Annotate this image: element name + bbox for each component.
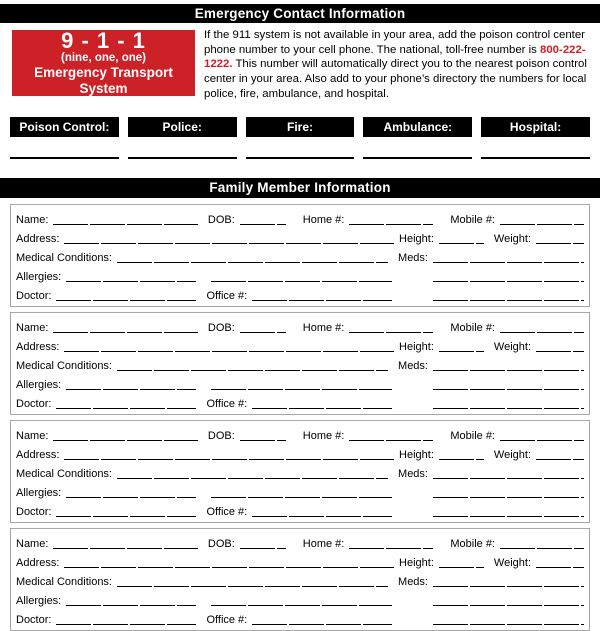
mobile-number-label: Mobile #:	[450, 537, 495, 550]
dob-label: DOB:	[207, 429, 235, 442]
allergies-continuation-line	[211, 271, 392, 283]
address-label: Address:	[16, 340, 60, 353]
address-row	[16, 228, 584, 247]
home-number-label: Home #:	[302, 213, 345, 226]
dob-label: DOB:	[207, 213, 235, 226]
medical-conditions-row	[16, 571, 584, 590]
emergency-contact-labels-row	[10, 117, 590, 137]
allergies-label: Allergies:	[16, 270, 62, 283]
info-text-after: This number will automatically direct you to the nearest poison control center in your area. Also add to your phone’s directory the numbers for local police, fire, ambulance, and hospital.	[204, 58, 587, 100]
weight-label: Weight:	[493, 556, 531, 569]
address-row	[16, 552, 584, 571]
home-number-label: Home #:	[302, 429, 345, 442]
weight-blank-line	[536, 233, 584, 245]
medical-conditions-blank-line	[117, 468, 388, 480]
height-label: Height:	[399, 448, 434, 461]
office-number-blank-line	[252, 506, 392, 518]
medical-conditions-row	[16, 247, 584, 266]
hospital-blank-line	[481, 157, 590, 159]
medical-conditions-label: Medical Conditions:	[16, 359, 112, 372]
police-blank-line	[128, 157, 237, 159]
family-member-header: Family Member Information	[0, 178, 600, 198]
name-blank-line	[53, 322, 197, 334]
contact-label-fire: Fire:	[246, 117, 355, 137]
poison-control-phone-number: 800-222-1222.	[204, 43, 586, 71]
weight-blank-line	[536, 341, 584, 353]
allergies-row	[16, 590, 584, 609]
name-blank-line	[53, 214, 197, 226]
emergency-contact-header: Emergency Contact Information	[0, 4, 600, 23]
name-label: Name:	[16, 213, 49, 226]
height-blank-line	[439, 557, 484, 569]
medical-conditions-label: Medical Conditions:	[16, 467, 112, 480]
medical-conditions-blank-line	[117, 576, 388, 588]
meds-continuation-line	[433, 595, 584, 607]
emergency-info-section	[12, 30, 595, 102]
doctor-row	[16, 501, 584, 520]
family-member-card	[10, 204, 590, 307]
office-number-label: Office #:	[206, 397, 248, 410]
home-number-label: Home #:	[302, 537, 345, 550]
info-text-before: If the 911 system is not available in your area, add the poison control center phone number to your cell phone. The national, toll-free number is	[204, 29, 585, 56]
medical-conditions-row	[16, 463, 584, 482]
dob-label: DOB:	[207, 537, 235, 550]
allergies-blank-line	[66, 271, 196, 283]
mobile-number-blank-line	[500, 430, 584, 442]
name-row	[16, 425, 584, 444]
dob-blank-line	[240, 214, 286, 226]
home-number-blank-line	[349, 430, 433, 442]
name-blank-line	[53, 538, 197, 550]
name-label: Name:	[16, 321, 49, 334]
allergies-label: Allergies:	[16, 378, 62, 391]
doctor-blank-line	[56, 506, 196, 518]
meds-continuation-line	[433, 487, 584, 499]
family-member-card	[10, 420, 590, 523]
office-number-label: Office #:	[206, 289, 248, 302]
meds-label: Meds:	[398, 251, 428, 264]
fire-blank-line	[246, 157, 355, 159]
doctor-row	[16, 285, 584, 304]
meds-continuation-line-2	[433, 290, 584, 302]
doctor-label: Doctor:	[16, 505, 52, 518]
allergies-row	[16, 482, 584, 501]
weight-blank-line	[536, 557, 584, 569]
meds-continuation-line-2	[433, 398, 584, 410]
medical-conditions-blank-line	[117, 252, 388, 264]
doctor-blank-line	[56, 614, 196, 626]
allergies-blank-line	[66, 487, 196, 499]
address-blank-line	[64, 449, 394, 461]
meds-continuation-line-2	[433, 614, 584, 626]
meds-continuation-line	[433, 379, 584, 391]
mobile-number-label: Mobile #:	[450, 321, 495, 334]
dob-label: DOB:	[207, 321, 235, 334]
meds-label: Meds:	[398, 467, 428, 480]
mobile-number-blank-line	[500, 538, 584, 550]
family-member-card	[10, 528, 590, 631]
allergies-continuation-line	[211, 379, 392, 391]
height-blank-line	[439, 449, 484, 461]
address-blank-line	[64, 233, 394, 245]
height-label: Height:	[399, 232, 434, 245]
contact-label-ambulance: Ambulance:	[363, 117, 472, 137]
doctor-label: Doctor:	[16, 397, 52, 410]
address-label: Address:	[16, 232, 60, 245]
doctor-row	[16, 393, 584, 412]
allergies-label: Allergies:	[16, 594, 62, 607]
dob-blank-line	[240, 322, 286, 334]
address-row	[16, 336, 584, 355]
medical-conditions-label: Medical Conditions:	[16, 575, 112, 588]
mobile-number-label: Mobile #:	[450, 429, 495, 442]
dob-blank-line	[240, 430, 286, 442]
ambulance-blank-line	[363, 157, 472, 159]
nine-one-one-panel	[12, 30, 195, 96]
office-number-blank-line	[252, 614, 392, 626]
meds-continuation-line	[433, 271, 584, 283]
weight-blank-line	[536, 449, 584, 461]
meds-blank-line	[433, 360, 584, 372]
poison-control-blank-line	[10, 157, 119, 159]
doctor-row	[16, 609, 584, 628]
office-number-label: Office #:	[206, 505, 248, 518]
address-blank-line	[64, 557, 394, 569]
dob-blank-line	[240, 538, 286, 550]
doctor-label: Doctor:	[16, 613, 52, 626]
meds-label: Meds:	[398, 359, 428, 372]
mobile-number-label: Mobile #:	[450, 213, 495, 226]
address-row	[16, 444, 584, 463]
poison-control-info-text	[204, 28, 595, 102]
medical-conditions-label: Medical Conditions:	[16, 251, 112, 264]
doctor-label: Doctor:	[16, 289, 52, 302]
contact-label-hospital: Hospital:	[481, 117, 590, 137]
office-number-blank-line	[252, 398, 392, 410]
address-label: Address:	[16, 556, 60, 569]
family-member-card	[10, 312, 590, 415]
doctor-blank-line	[56, 290, 196, 302]
height-blank-line	[439, 341, 484, 353]
meds-label: Meds:	[398, 575, 428, 588]
office-number-blank-line	[252, 290, 392, 302]
allergies-continuation-line	[211, 595, 392, 607]
name-row	[16, 209, 584, 228]
nine-one-one-phonetic: (nine, one, one)	[61, 52, 146, 64]
contact-label-poison-control: Poison Control:	[10, 117, 119, 137]
name-label: Name:	[16, 537, 49, 550]
allergies-blank-line	[66, 379, 196, 391]
family-members	[0, 204, 600, 631]
home-number-blank-line	[349, 322, 433, 334]
address-blank-line	[64, 341, 394, 353]
meds-blank-line	[433, 468, 584, 480]
office-number-label: Office #:	[206, 613, 248, 626]
weight-label: Weight:	[493, 232, 531, 245]
emergency-contact-blank-lines-row	[10, 157, 590, 159]
height-label: Height:	[399, 340, 434, 353]
address-label: Address:	[16, 448, 60, 461]
medical-conditions-blank-line	[117, 360, 388, 372]
medical-conditions-row	[16, 355, 584, 374]
home-number-label: Home #:	[302, 321, 345, 334]
name-label: Name:	[16, 429, 49, 442]
meds-blank-line	[433, 576, 584, 588]
name-blank-line	[53, 430, 197, 442]
meds-continuation-line-2	[433, 506, 584, 518]
home-number-blank-line	[349, 214, 433, 226]
allergies-row	[16, 374, 584, 393]
home-number-blank-line	[349, 538, 433, 550]
allergies-continuation-line	[211, 487, 392, 499]
doctor-blank-line	[56, 398, 196, 410]
height-blank-line	[439, 233, 484, 245]
nine-one-one-number: 9 - 1 - 1	[61, 28, 146, 53]
height-label: Height:	[399, 556, 434, 569]
allergies-blank-line	[66, 595, 196, 607]
weight-label: Weight:	[493, 448, 531, 461]
name-row	[16, 317, 584, 336]
weight-label: Weight:	[493, 340, 531, 353]
allergies-row	[16, 266, 584, 285]
meds-blank-line	[433, 252, 584, 264]
name-row	[16, 533, 584, 552]
nine-one-one-caption: Emergency Transport System	[34, 65, 173, 96]
contact-label-police: Police:	[128, 117, 237, 137]
mobile-number-blank-line	[500, 322, 584, 334]
mobile-number-blank-line	[500, 214, 584, 226]
allergies-label: Allergies:	[16, 486, 62, 499]
